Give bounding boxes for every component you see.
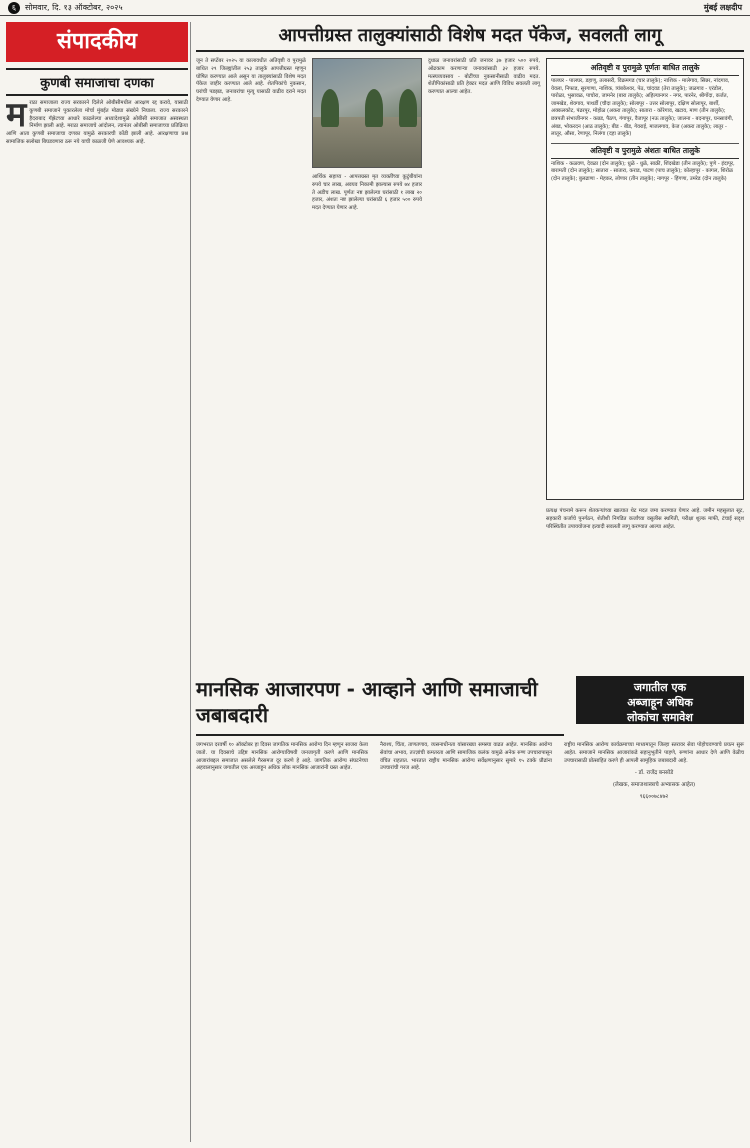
editorial-banner: संपादकीय: [6, 22, 188, 62]
top-col-1: जून ते सप्टेंबर २०२५ या कालावधीत अतिवृष्टी व पुरामुळे बाधित २९ जिल्ह्यांतील २५३ तालुके आपत्तीग्रस्त म्हणून घोषित करण्यात आले असून या तालुक्यांसाठी विशेष मदत पॅकेज जाहीर करण्यात आले आहे. शेतपिकांचे नुकसान, घरांची पडझड, जनावरांचा मृत्यू यासाठी वाढीव दराने मदत देण्यात येणार आहे.: [196, 58, 306, 103]
bottom-col-3-text: राष्ट्रीय मानसिक आरोग्य कार्यक्रमाच्या माध्यमातून जिल्हा स्तरावर सेवा पोहोचवण्याचे प्रयत्न सुरू आहेत. समाजाने मानसिक आजारांकडे सहानुभूतीने पाहणे, रुग्णांना आधार देणे आणि वेळीच उपचारासाठी प्रोत्साहित करणे ही आपली सामूहिक जबाबदारी आहे.: [564, 742, 744, 764]
top-col-2: आर्थिक सहाय्य - आपत्तग्रस्त मृत व्यक्तींच्या कुटुंबीयांना रुपये चार लाख, अवयव निकामी झाल्यास रुपये ७४ हजार ते अडीच लाख. पूर्णतः नष्ट झालेल्या घरांसाठी १ लाख २० हजार, अंशतः नष्ट झालेल्या घरांसाठी ६ हजार ५०० रुपये मदत देण्यात येणार आहे.: [312, 174, 422, 212]
top-headline: आपत्तीग्रस्त तालुक्यांसाठी विशेष मदत पॅकेज, सवलती लागू: [196, 22, 744, 52]
newspaper-name: मुंबई लक्षदीप: [703, 3, 742, 12]
issue-date: सोमवार, दि. १३ ऑक्टोबर, २०२५: [25, 3, 123, 12]
author-role: (लेखक, समाजशास्त्राचे अभ्यासक आहेत): [612, 782, 696, 789]
column-divider: [190, 22, 191, 1142]
sidebox-line-3: लोकांचा समावेश: [627, 711, 693, 724]
top-article-body: [196, 58, 744, 670]
partial-affected-list: नाशिक - कळवण, देवळा (दोन तालुके); धुळे - धुळे, साक्री, शिंदखेडा (तीन तालुके); पुणे - इंदापूर, बारामती (दोन तालुके); सातारा - सातारा, कराड, पाटण (पाच तालुके); कोल्हापूर - कागल, शिरोळ (दोन तालुके); बुलढाणा - मेहकर, लोणार (तीन तालुके); नागपूर - हिंगणा, उमरेड (दोन तालुके): [551, 160, 735, 182]
page-header: [0, 0, 750, 16]
top-article: [196, 22, 744, 670]
bottom-headline: मानसिक आजारपण - आव्हाने आणि समाजाची जबाबदारी: [196, 676, 564, 736]
top-col-3: दुधाळ जनावरांसाठी प्रति जनावर ३७ हजार ५०० रुपये, ओढकाम करणाऱ्या जनावरांसाठी ३२ हजार रुपये. मत्स्यव्यवसाय - बोटींच्या नुकसानीसाठी वाढीव मदत. शेतीपिकांसाठी प्रति हेक्टर मदत आणि विविध सवलती लागू करण्यात आल्या आहेत.: [428, 58, 540, 96]
sidebox-line-2: अब्जाहून अधिक: [627, 696, 693, 709]
partial-affected-title: अतिवृष्टी व पुरामुळे अंशतः बाधित तालुके: [551, 146, 739, 159]
editorial-title: कुणबी समाजाचा दणका: [6, 68, 188, 96]
editorial-column: [6, 22, 188, 1142]
author-name: - डॉ. राजेंद्र बनसोडे: [634, 770, 674, 777]
editorial-body: राठा समाजाला राज्य सरकारने दिलेले ओबीसीमधील आरक्षण रद्द करावे, यासाठी कुणबी समाजाने पुकारलेला मोर्चा मुंबईत मोठ्या संख्येने निघाला. राज्य सरकारने हैदराबाद गॅझेटच्या आधारे काढलेल्या अध्यादेशामुळे ओबीसी समाजात अस्वस्थता निर्माण झाली आहे. मराठा समाजाचे आंदोलन, त्यानंतर ओबीसी समाजाच्या प्रतिक्रिया आणि आता कुणबी समाजाचा दणका यामुळे सरकारची कोंडी झाली आहे. आरक्षणाचा प्रश्न सामाजिक सलोखा बिघडवणारा ठरू नये याची काळजी घेणे आवश्यक आहे.: [6, 100, 188, 145]
editorial-body-wrap: [6, 95, 188, 147]
taluka-list-box: [546, 58, 744, 500]
bottom-col-1: जगभरात दरवर्षी १० ऑक्टोबर हा दिवस जागतिक मानसिक आरोग्य दिन म्हणून साजरा केला जातो. या दिवसाचे उद्दिष्ट मानसिक आरोग्याविषयी जनजागृती करणे आणि मानसिक आजारांबद्दल समाजात असलेले गैरसमज दूर करणे हे आहे. जागतिक आरोग्य संघटनेच्या अहवालानुसार जगातील एक अब्जाहून अधिक लोक मानसिक आजारांनी ग्रस्त आहेत.: [196, 742, 368, 772]
bottom-col-3: [564, 742, 744, 801]
drop-cap: म: [6, 95, 27, 135]
bottom-col-2: नैराश्य, चिंता, ताणतणाव, व्यसनाधीनता यांसारख्या समस्या वाढत आहेत. मानसिक आरोग्य सेवांचा अभाव, तज्ज्ञांची कमतरता आणि सामाजिक कलंक यामुळे अनेक रुग्ण उपचारापासून वंचित राहतात. भारतात राष्ट्रीय मानसिक आरोग्य सर्वेक्षणानुसार सुमारे १५ टक्के प्रौढांना उपचारांची गरज आहे.: [380, 742, 552, 772]
bottom-article-body: [196, 742, 744, 1142]
top-bottom-text: प्रत्यक्ष पंचनामे करून शेतकऱ्यांच्या खात्यात थेट मदत जमा करण्यात येणार आहे. जमीन महसुलात सूट, सहकारी कर्जाचे पुनर्गठन, शेतीशी निगडित कर्जांच्या वसुलीस स्थगिती, परीक्षा शुल्क माफी, टंचाई सदृश परिस्थितीत उपाययोजना इत्यादी सवलती लागू करण्यात आल्या आहेत.: [546, 508, 744, 530]
author-phone: ९६६००७८४७२: [639, 794, 669, 801]
flood-photo: [312, 58, 422, 168]
full-affected-title: अतिवृष्टी व पुरामुळे पूर्णतः बाधित तालुके: [551, 63, 739, 76]
full-affected-list: पालघर - पालघर, डहाणू, तलासरी, विक्रमगड (चार तालुके); नाशिक - मालेगाव, सिन्नर, नांदगाव, येवला, निफाड, सुरगाणा, नाशिक, त्र्यंबकेश्वर, पेठ, चांदवड (तेरा तालुके); जळगाव - एरंडोल, पारोळा, भुसावळ, पाचोरा, जामनेर (बारा तालुके); अहिल्यानगर - नगर, पारनेर, श्रीगोंदा, कर्जत, जामखेड, शेवगाव, पाथर्डी (चौदा तालुके); सोलापूर - उत्तर सोलापूर, दक्षिण सोलापूर, बार्शी, अक्कलकोट, पंढरपूर, मोहोळ (अकरा तालुके); सातारा - कोरेगाव, खटाव, माण (तीन तालुके); छत्रपती संभाजीनगर - कन्नड, पैठण, गंगापूर, वैजापूर (नऊ तालुके); जालना - बदनापूर, घनसावंगी, अंबड, भोकरदन (आठ तालुके); बीड - बीड, गेवराई, माजलगाव, केज (अकरा तालुके); लातूर - लातूर, औसा, रेणापूर, निलंगा (दहा तालुके): [551, 78, 734, 138]
stat-sidebox: [576, 676, 744, 724]
sidebox-line-1: जगातील एक: [633, 681, 687, 694]
page-number: ६: [8, 2, 20, 14]
